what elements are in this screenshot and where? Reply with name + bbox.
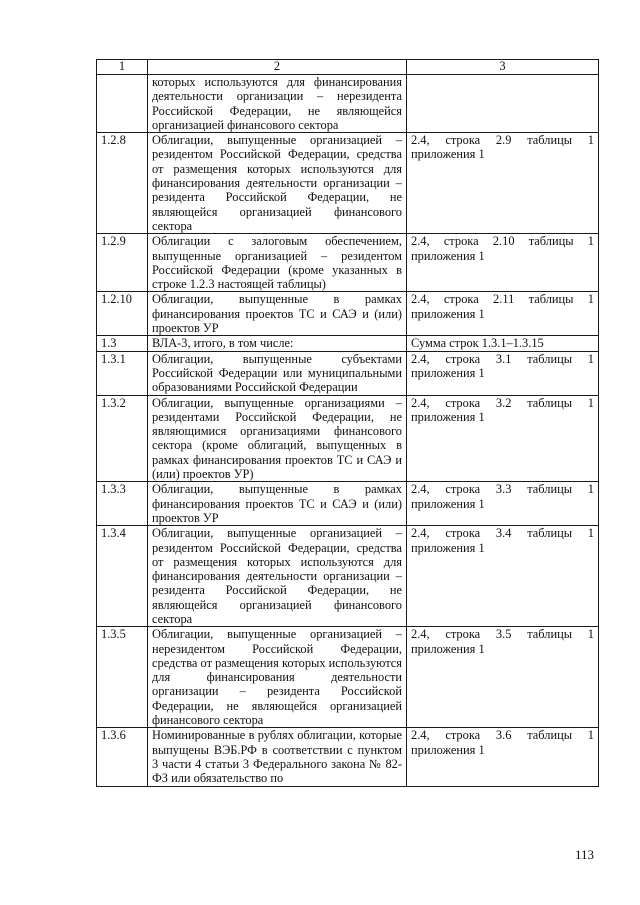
row-source-reference: 2.4, строка 2.10 таблицы 1 приложения 1 xyxy=(411,234,594,263)
table-row xyxy=(97,627,599,728)
row-description: Облигации, выпущенные организацией – резидентом Российской Федерации, средства от размещения которых используются для финансирования деятельности организации – резидента Российской Федерации, не являющейся организацией финансового сектора xyxy=(152,133,402,233)
row-description: которых используются для финансирования деятельности организации – нерезидента Российской Федерации, не являющейся организацией финансового сектора xyxy=(152,75,402,132)
row-code xyxy=(97,75,148,133)
table-row xyxy=(97,351,599,395)
table-row xyxy=(97,133,599,234)
row-source-reference: 2.4, строка 3.3 таблицы 1 приложения 1 xyxy=(411,482,594,511)
row-source-reference: 2.4, строка 2.11 таблицы 1 приложения 1 xyxy=(411,292,594,321)
table-row xyxy=(97,292,599,336)
row-description: Номинированные в рублях облигации, которые выпущены ВЭБ.РФ в соответствии с пунктом 3 части 4 статьи 3 Федерального закона № 82-ФЗ или обязательство по xyxy=(152,728,402,786)
table-row xyxy=(97,526,599,627)
row-description: Облигации, выпущенные в рамках финансирования проектов ТС и САЭ и (или) проектов УР xyxy=(152,292,402,336)
table-row xyxy=(97,395,599,482)
row-source-reference: Сумма строк 1.3.1–1.3.15 xyxy=(411,336,544,351)
row-code: 1.2.9 xyxy=(97,234,148,292)
table-row xyxy=(97,234,599,292)
row-description: Облигации, выпущенные организацией – резидентом Российской Федерации, средства от размещения которых используются для финансирования деятельности организации – резидента Российской Федерации, не являющейся организацией финансового сектора xyxy=(152,526,402,626)
row-description: Облигации, выпущенные субъектами Российской Федерации или муниципальными образованиями Российской Федерации xyxy=(152,351,402,395)
page-number: 113 xyxy=(575,847,595,862)
table-row xyxy=(97,336,599,351)
row-source-reference: 2.4, строка 3.6 таблицы 1 приложения 1 xyxy=(411,728,594,757)
row-description: Облигации с залоговым обеспечением, выпущенные организацией – резидентом Российской Федерации (кроме указанных в строке 1.2.3 настоящей таблицы) xyxy=(152,234,402,292)
row-description: ВЛА-3, итого, в том числе: xyxy=(152,336,294,351)
row-description: Облигации, выпущенные в рамках финансирования проектов ТС и САЭ и (или) проектов УР xyxy=(152,482,402,525)
row-code: 1.3.6 xyxy=(97,728,148,786)
column-header-3: 3 xyxy=(407,60,599,75)
row-description: Облигации, выпущенные организацией – нерезидентом Российской Федерации, средства от размещения которых используются для финансирования деятельности организации – резидента Российской Федерации, не являющейся организацией финансового сектора xyxy=(152,627,402,728)
row-code: 1.2.8 xyxy=(97,133,148,234)
row-code: 1.3.4 xyxy=(97,526,148,627)
row-description: Облигации, выпущенные организациями – резидентами Российской Федерации, не являющимися организациями финансового сектора (кроме облигаций, выпущенных в рамках финансирования проектов ТС и САЭ и (или) проектов УР) xyxy=(152,395,402,482)
row-code: 1.3.1 xyxy=(97,351,148,395)
row-code: 1.3 xyxy=(97,336,148,351)
row-code: 1.2.10 xyxy=(97,292,148,336)
row-source-reference: 2.4, строка 2.9 таблицы 1 приложения 1 xyxy=(411,133,594,162)
row-code: 1.3.5 xyxy=(97,627,148,728)
regulation-table xyxy=(96,59,599,787)
table-row xyxy=(97,728,599,786)
column-header-2: 2 xyxy=(148,60,407,75)
row-source-reference: 2.4, строка 3.1 таблицы 1 приложения 1 xyxy=(411,351,594,380)
row-source-reference: 2.4, строка 3.2 таблицы 1 приложения 1 xyxy=(411,395,594,424)
column-header-1: 1 xyxy=(97,60,148,75)
table-header-row xyxy=(97,60,599,75)
row-code: 1.3.3 xyxy=(97,482,148,526)
row-source-reference: 2.4, строка 3.5 таблицы 1 приложения 1 xyxy=(411,627,594,656)
table-body xyxy=(97,75,599,787)
table-row xyxy=(97,75,599,133)
table-row xyxy=(97,482,599,526)
row-code: 1.3.2 xyxy=(97,395,148,482)
row-source-reference: 2.4, строка 3.4 таблицы 1 приложения 1 xyxy=(411,526,594,555)
